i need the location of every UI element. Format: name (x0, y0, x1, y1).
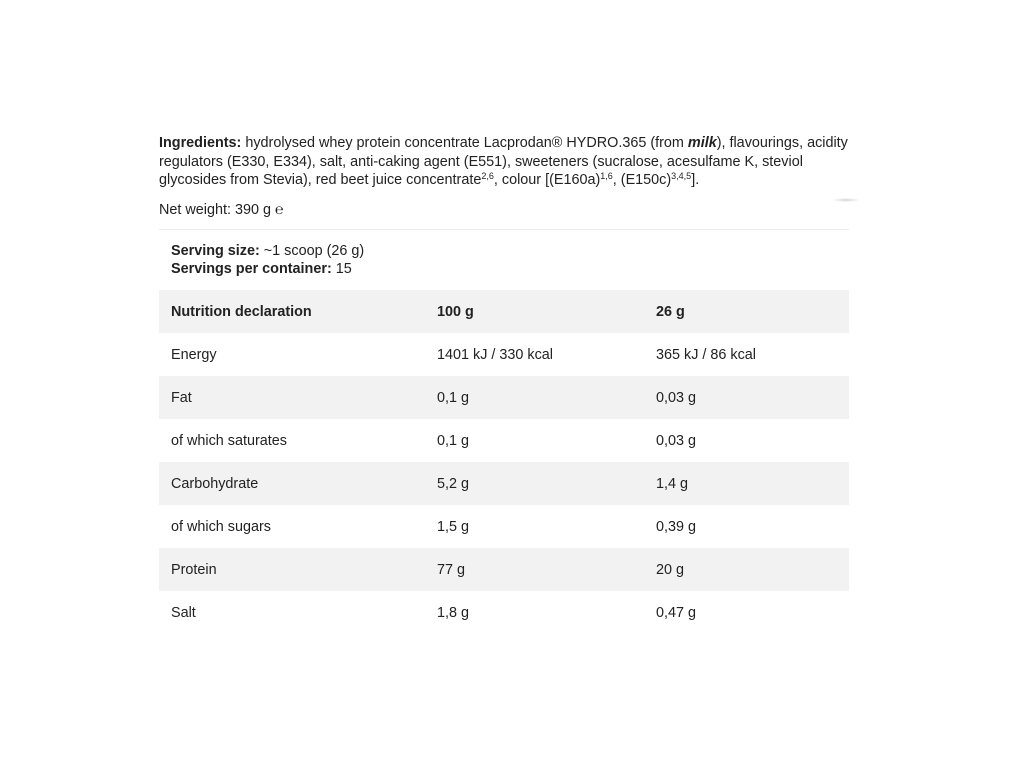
nutrient-name: Protein (171, 561, 217, 578)
serving-size-label: Serving size: (171, 243, 260, 259)
value-serving: 20 g (656, 561, 685, 578)
decorative-shadow (832, 198, 860, 202)
table-row (159, 505, 849, 548)
net-weight: Net weight: 390 g ℮ (159, 202, 284, 218)
footnote-ref: 3,4,5 (671, 171, 692, 181)
nutrient-name: of which saturates (171, 432, 287, 449)
ingredients-text: ]. (691, 172, 700, 188)
nutrition-table (159, 290, 849, 634)
value-100g: 0,1 g (437, 432, 470, 449)
footnote-ref: 2,6 (481, 171, 494, 181)
ingredients-paragraph (159, 134, 859, 190)
servings-per-container-label: Servings per container: (171, 261, 332, 277)
ingredients-text: hydrolysed whey protein concentrate Lacprodan® HYDRO.365 (from (241, 135, 688, 151)
footnote-ref: 1,6 (600, 171, 613, 181)
table-row (159, 419, 849, 462)
nutrient-name: Salt (171, 604, 196, 621)
table-row (159, 462, 849, 505)
value-100g: 77 g (437, 561, 466, 578)
ingredients-label: Ingredients: (159, 135, 242, 151)
table-row (159, 591, 849, 634)
value-serving: 0,47 g (656, 604, 697, 621)
value-serving: 365 kJ / 86 kcal (656, 346, 756, 363)
nutrient-name: Fat (171, 389, 192, 406)
nutrient-name: Carbohydrate (171, 475, 259, 492)
value-100g: 0,1 g (437, 389, 470, 406)
serving-info (171, 242, 364, 278)
value-serving: 0,03 g (656, 389, 697, 406)
header-cell: Nutrition declaration (171, 303, 312, 320)
servings-per-container-line (171, 260, 364, 278)
table-row (159, 333, 849, 376)
nutrient-name: Energy (171, 346, 217, 363)
table-row (159, 376, 849, 419)
value-serving: 0,03 g (656, 432, 697, 449)
value-serving: 0,39 g (656, 518, 697, 535)
allergen-milk: milk (687, 135, 717, 151)
servings-per-container-value: 15 (331, 261, 352, 277)
serving-size-line (171, 242, 364, 260)
ingredients-text: , colour [(E160a) (493, 172, 601, 188)
ingredients-text: ), flavourings, acidity regulators (E330, E334), salt, anti-caking agent (E551), sweeteners (sucralose, acesulfame K, steviol glycosides from Stevia), red beet juice concentrate (159, 135, 848, 188)
nutrient-name: of which sugars (171, 518, 271, 535)
value-100g: 1401 kJ / 330 kcal (437, 346, 553, 363)
value-100g: 1,5 g (437, 518, 470, 535)
header-cell: 100 g (437, 303, 474, 320)
serving-size-value: ~1 scoop (26 g) (259, 243, 365, 259)
table-header-row (159, 290, 849, 333)
value-serving: 1,4 g (656, 475, 689, 492)
ingredients-text: , (E150c) (612, 172, 672, 188)
table-row (159, 548, 849, 591)
section-divider (159, 229, 849, 230)
value-100g: 1,8 g (437, 604, 470, 621)
value-100g: 5,2 g (437, 475, 470, 492)
header-cell: 26 g (656, 303, 685, 320)
